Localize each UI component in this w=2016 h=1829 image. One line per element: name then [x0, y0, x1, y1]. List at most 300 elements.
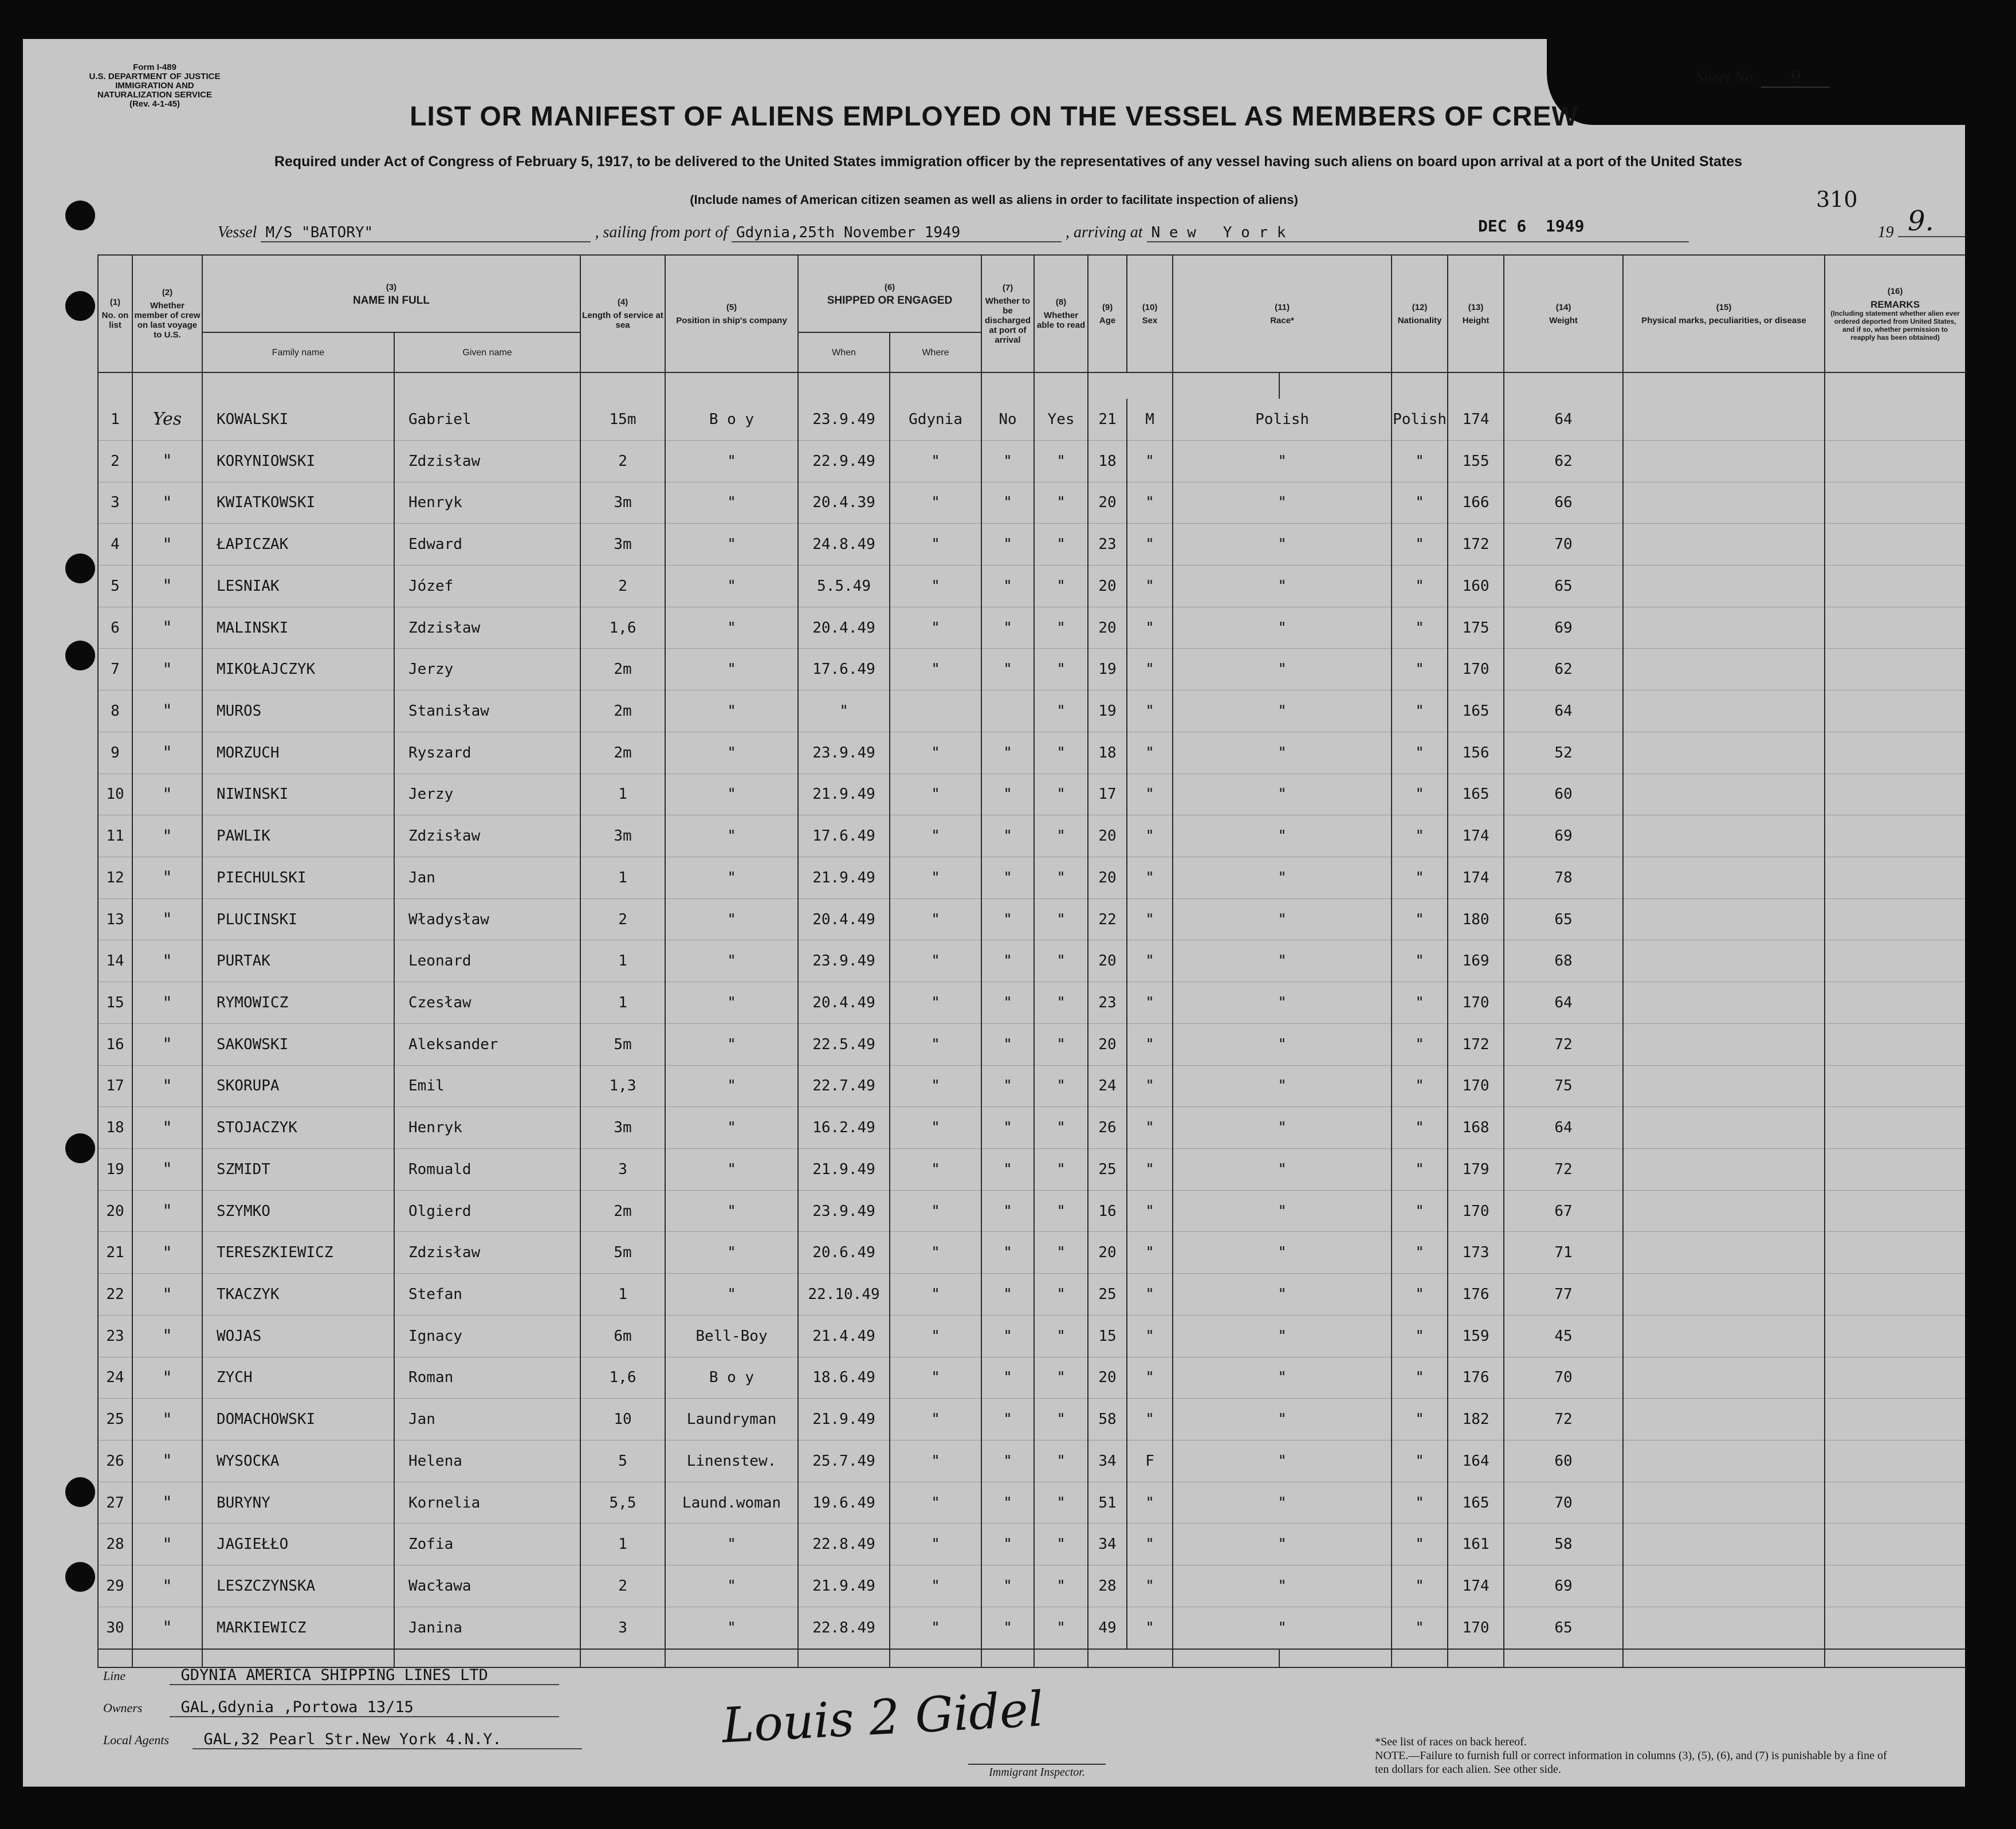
crew-given-name: Jan: [394, 1399, 580, 1441]
crew-age: 20: [1088, 607, 1127, 649]
table-row: [98, 690, 1965, 732]
punch-hole: [65, 1477, 95, 1507]
crew-weight: 72: [1504, 1399, 1623, 1441]
crew-given-name: Jerzy: [394, 774, 580, 815]
page-title: LIST OR MANIFEST OF ALIENS EMPLOYED ON THE VESSEL AS MEMBERS OF CREW: [410, 101, 1578, 132]
crew-physical-marks: [1623, 607, 1825, 649]
crew-prev-voyage: ": [132, 940, 202, 982]
crew-weight: 75: [1504, 1065, 1623, 1107]
crew-discharged: ": [981, 1065, 1034, 1107]
crew-age: 23: [1088, 982, 1127, 1024]
crew-sex: ": [1127, 1023, 1173, 1065]
crew-weight: 77: [1504, 1274, 1623, 1316]
crew-remarks: [1825, 524, 1965, 566]
crew-position: ": [665, 1149, 798, 1191]
crew-sex: ": [1127, 732, 1173, 774]
crew-nationality: ": [1392, 815, 1448, 857]
crew-read: ": [1034, 1190, 1088, 1232]
crew-no: 16: [98, 1023, 132, 1065]
table-row: [98, 732, 1965, 774]
crew-given-name: Olgierd: [394, 1190, 580, 1232]
crew-position: Bell-Boy: [665, 1315, 798, 1357]
crew-height: 159: [1448, 1315, 1504, 1357]
crew-remarks: [1825, 399, 1965, 440]
crew-where: ": [890, 940, 981, 982]
crew-when: 18.6.49: [798, 1357, 890, 1399]
crew-physical-marks: [1623, 565, 1825, 607]
crew-remarks: [1825, 1107, 1965, 1149]
crew-read: ": [1034, 1524, 1088, 1565]
crew-no: 20: [98, 1190, 132, 1232]
crew-weight: 70: [1504, 1357, 1623, 1399]
crew-weight: 67: [1504, 1190, 1623, 1232]
crew-position: Laundryman: [665, 1399, 798, 1441]
crew-discharged: ": [981, 649, 1034, 690]
crew-sex: ": [1127, 1357, 1173, 1399]
crew-nationality: ": [1392, 524, 1448, 566]
crew-family-name: MUROS: [202, 690, 394, 732]
crew-where: ": [890, 1607, 981, 1649]
crew-no: 17: [98, 1065, 132, 1107]
crew-family-name: SKORUPA: [202, 1065, 394, 1107]
crew-where: ": [890, 1315, 981, 1357]
crew-sex: ": [1127, 898, 1173, 940]
crew-physical-marks: [1623, 482, 1825, 524]
crew-height: 164: [1448, 1441, 1504, 1482]
table-row: [98, 1065, 1965, 1107]
crew-service: 1: [580, 774, 665, 815]
crew-service: 5m: [580, 1232, 665, 1274]
crew-age: 19: [1088, 690, 1127, 732]
crew-sex: M: [1127, 399, 1173, 440]
crew-height: 160: [1448, 565, 1504, 607]
crew-sex: F: [1127, 1441, 1173, 1482]
crew-race: ": [1173, 1023, 1392, 1065]
crew-where: ": [890, 1565, 981, 1607]
crew-race: ": [1173, 774, 1392, 815]
table-row: [98, 1023, 1965, 1065]
crew-weight: 45: [1504, 1315, 1623, 1357]
header-nationality: (12) Nationality: [1392, 255, 1448, 372]
crew-discharged: ": [981, 1399, 1034, 1441]
crew-when: 24.8.49: [798, 524, 890, 566]
crew-where: ": [890, 565, 981, 607]
crew-position: ": [665, 649, 798, 690]
crew-service: 5: [580, 1441, 665, 1482]
table-row: [98, 1107, 1965, 1149]
crew-where: ": [890, 1524, 981, 1565]
crew-no: 6: [98, 607, 132, 649]
crew-age: 23: [1088, 524, 1127, 566]
crew-given-name: Gabriel: [394, 399, 580, 440]
sailing-label: , sailing from port of: [595, 223, 728, 241]
crew-read: ": [1034, 607, 1088, 649]
crew-race: ": [1173, 857, 1392, 898]
torn-edge: [1896, 39, 1965, 73]
crew-service: 5m: [580, 1023, 665, 1065]
crew-race: ": [1173, 1107, 1392, 1149]
crew-physical-marks: [1623, 732, 1825, 774]
crew-position: ": [665, 774, 798, 815]
crew-read: ": [1034, 815, 1088, 857]
crew-height: 174: [1448, 857, 1504, 898]
crew-physical-marks: [1623, 524, 1825, 566]
form-revision: (Rev. 4-1-45): [129, 99, 180, 109]
crew-family-name: WYSOCKA: [202, 1441, 394, 1482]
crew-remarks: [1825, 982, 1965, 1024]
table-row: [98, 857, 1965, 898]
crew-prev-voyage: ": [132, 690, 202, 732]
crew-where: Gdynia: [890, 399, 981, 440]
header-height: (13) Height: [1448, 255, 1504, 372]
crew-remarks: [1825, 1399, 1965, 1441]
crew-when: 21.9.49: [798, 1399, 890, 1441]
crew-weight: 64: [1504, 690, 1623, 732]
owners-value: GAL,Gdynia ,Portowa 13/15: [170, 1698, 559, 1717]
crew-prev-voyage: ": [132, 857, 202, 898]
crew-prev-voyage: ": [132, 1565, 202, 1607]
crew-service: 10: [580, 1399, 665, 1441]
crew-family-name: PAWLIK: [202, 815, 394, 857]
crew-given-name: Romuald: [394, 1149, 580, 1191]
line-label: Line: [103, 1669, 126, 1683]
crew-remarks: [1825, 857, 1965, 898]
crew-where: ": [890, 857, 981, 898]
crew-service: 2: [580, 1565, 665, 1607]
crew-where: ": [890, 1482, 981, 1524]
crew-sex: ": [1127, 1524, 1173, 1565]
crew-physical-marks: [1623, 1607, 1825, 1649]
crew-physical-marks: [1623, 1107, 1825, 1149]
crew-service: 6m: [580, 1315, 665, 1357]
crew-sex: ": [1127, 1065, 1173, 1107]
crew-when: 22.10.49: [798, 1274, 890, 1316]
crew-sex: ": [1127, 607, 1173, 649]
crew-race: ": [1173, 565, 1392, 607]
table-row: [98, 1399, 1965, 1441]
crew-sex: ": [1127, 649, 1173, 690]
crew-height: 174: [1448, 399, 1504, 440]
crew-race: ": [1173, 524, 1392, 566]
crew-read: ": [1034, 1441, 1088, 1482]
sheet-number-value: 9: [1761, 68, 1830, 88]
crew-given-name: Józef: [394, 565, 580, 607]
form-department: U.S. DEPARTMENT OF JUSTICE: [89, 72, 221, 81]
crew-given-name: Wacława: [394, 1565, 580, 1607]
crew-no: 12: [98, 857, 132, 898]
crew-where: ": [890, 1357, 981, 1399]
crew-weight: 69: [1504, 607, 1623, 649]
crew-race: ": [1173, 732, 1392, 774]
crew-prev-voyage: ": [132, 1357, 202, 1399]
crew-race: ": [1173, 1607, 1392, 1649]
crew-physical-marks: [1623, 649, 1825, 690]
crew-nationality: ": [1392, 1065, 1448, 1107]
punch-hole: [1865, 52, 1895, 81]
crew-no: 2: [98, 440, 132, 482]
crew-given-name: Leonard: [394, 940, 580, 982]
crew-read: ": [1034, 1482, 1088, 1524]
crew-height: 174: [1448, 815, 1504, 857]
crew-read: ": [1034, 1023, 1088, 1065]
crew-when: 20.4.49: [798, 898, 890, 940]
crew-physical-marks: [1623, 898, 1825, 940]
crew-height: 170: [1448, 982, 1504, 1024]
crew-service: 2m: [580, 1190, 665, 1232]
crew-position: ": [665, 1274, 798, 1316]
crew-prev-voyage: ": [132, 1315, 202, 1357]
crew-no: 9: [98, 732, 132, 774]
crew-read: ": [1034, 1315, 1088, 1357]
crew-given-name: Zofia: [394, 1524, 580, 1565]
crew-service: 1: [580, 982, 665, 1024]
crew-prev-voyage: ": [132, 1274, 202, 1316]
crew-age: 22: [1088, 898, 1127, 940]
crew-nationality: ": [1392, 1441, 1448, 1482]
crew-read: ": [1034, 1565, 1088, 1607]
crew-weight: 62: [1504, 440, 1623, 482]
crew-prev-voyage: ": [132, 982, 202, 1024]
crew-remarks: [1825, 1190, 1965, 1232]
crew-discharged: [981, 690, 1034, 732]
crew-sex: ": [1127, 1607, 1173, 1649]
crew-given-name: Zdzisław: [394, 1232, 580, 1274]
crew-age: 20: [1088, 815, 1127, 857]
crew-no: 8: [98, 690, 132, 732]
crew-age: 20: [1088, 1357, 1127, 1399]
crew-remarks: [1825, 690, 1965, 732]
crew-race: ": [1173, 1232, 1392, 1274]
table-row: [98, 1315, 1965, 1357]
crew-remarks: [1825, 1565, 1965, 1607]
form-service: IMMIGRATION AND NATURALIZATION SERVICE: [97, 81, 212, 100]
crew-given-name: Ryszard: [394, 732, 580, 774]
crew-sex: ": [1127, 815, 1173, 857]
crew-no: 5: [98, 565, 132, 607]
crew-physical-marks: [1623, 1315, 1825, 1357]
crew-height: 179: [1448, 1149, 1504, 1191]
crew-read: ": [1034, 649, 1088, 690]
crew-family-name: SZMIDT: [202, 1149, 394, 1191]
crew-physical-marks: [1623, 1023, 1825, 1065]
crew-service: 3m: [580, 815, 665, 857]
crew-prev-voyage: ": [132, 1065, 202, 1107]
crew-read: ": [1034, 565, 1088, 607]
crew-nationality: ": [1392, 440, 1448, 482]
crew-height: 175: [1448, 607, 1504, 649]
crew-family-name: MALINSKI: [202, 607, 394, 649]
crew-prev-voyage: ": [132, 898, 202, 940]
crew-where: ": [890, 1023, 981, 1065]
crew-discharged: ": [981, 1274, 1034, 1316]
crew-when: 23.9.49: [798, 399, 890, 440]
crew-when: 22.8.49: [798, 1607, 890, 1649]
crew-when: 17.6.49: [798, 649, 890, 690]
crew-physical-marks: [1623, 815, 1825, 857]
table-row: [98, 524, 1965, 566]
crew-no: 4: [98, 524, 132, 566]
punch-hole: [65, 201, 95, 230]
crew-nationality: ": [1392, 1315, 1448, 1357]
crew-physical-marks: [1623, 1065, 1825, 1107]
header-service: (4) Length of service at sea: [580, 255, 665, 372]
crew-read: ": [1034, 1149, 1088, 1191]
crew-weight: 69: [1504, 1565, 1623, 1607]
crew-position: ": [665, 565, 798, 607]
crew-given-name: Kornelia: [394, 1482, 580, 1524]
crew-height: 165: [1448, 1482, 1504, 1524]
crew-height: 170: [1448, 649, 1504, 690]
crew-given-name: Jerzy: [394, 649, 580, 690]
crew-age: 19: [1088, 649, 1127, 690]
header-sex: (10) Sex: [1127, 255, 1173, 372]
header-position: (5) Position in ship's company: [665, 255, 798, 372]
crew-sex: ": [1127, 1399, 1173, 1441]
crew-read: ": [1034, 1107, 1088, 1149]
crew-race: ": [1173, 1565, 1392, 1607]
crew-position: B o y: [665, 399, 798, 440]
crew-physical-marks: [1623, 399, 1825, 440]
crew-nationality: ": [1392, 1232, 1448, 1274]
crew-height: 172: [1448, 1023, 1504, 1065]
crew-read: ": [1034, 898, 1088, 940]
crew-height: 170: [1448, 1065, 1504, 1107]
crew-discharged: ": [981, 1190, 1034, 1232]
header-race: (11) Race*: [1173, 255, 1392, 372]
crew-race: ": [1173, 1441, 1392, 1482]
crew-physical-marks: [1623, 1524, 1825, 1565]
signature-caption: Immigrant Inspector.: [968, 1764, 1106, 1779]
crew-race: ": [1173, 982, 1392, 1024]
crew-position: Linenstew.: [665, 1441, 798, 1482]
crew-nationality: ": [1392, 1107, 1448, 1149]
header-family-name: Family name: [202, 332, 394, 372]
crew-read: ": [1034, 690, 1088, 732]
crew-no: 30: [98, 1607, 132, 1649]
crew-position: ": [665, 857, 798, 898]
table-row: [98, 1232, 1965, 1274]
crew-remarks: [1825, 1357, 1965, 1399]
footer-line: [103, 1666, 559, 1685]
crew-when: 22.5.49: [798, 1023, 890, 1065]
crew-sex: ": [1127, 1149, 1173, 1191]
crew-when: 22.9.49: [798, 440, 890, 482]
crew-age: 20: [1088, 940, 1127, 982]
crew-when: 19.6.49: [798, 1482, 890, 1524]
crew-position: ": [665, 898, 798, 940]
crew-family-name: SAKOWSKI: [202, 1023, 394, 1065]
crew-discharged: ": [981, 940, 1034, 982]
crew-nationality: ": [1392, 1399, 1448, 1441]
table-row: [98, 565, 1965, 607]
crew-family-name: RYMOWICZ: [202, 982, 394, 1024]
crew-read: ": [1034, 1607, 1088, 1649]
table-row: [98, 774, 1965, 815]
crew-prev-voyage: ": [132, 815, 202, 857]
crew-sex: ": [1127, 940, 1173, 982]
crew-race: ": [1173, 440, 1392, 482]
crew-no: 29: [98, 1565, 132, 1607]
crew-remarks: [1825, 1023, 1965, 1065]
crew-nationality: ": [1392, 898, 1448, 940]
crew-sex: ": [1127, 1315, 1173, 1357]
crew-service: 2m: [580, 732, 665, 774]
crew-remarks: [1825, 732, 1965, 774]
crew-when: 21.9.49: [798, 774, 890, 815]
crew-remarks: [1825, 774, 1965, 815]
agents-label: Local Agents: [103, 1733, 170, 1747]
punch-hole: [65, 1133, 95, 1163]
crew-weight: 70: [1504, 1482, 1623, 1524]
header-given-name: Given name: [394, 332, 580, 372]
crew-where: ": [890, 815, 981, 857]
note-races: *See list of races on back hereof.: [1375, 1736, 1527, 1748]
crew-family-name: KOWALSKI: [202, 399, 394, 440]
crew-height: 165: [1448, 774, 1504, 815]
crew-height: 169: [1448, 940, 1504, 982]
crew-family-name: STOJACZYK: [202, 1107, 394, 1149]
crew-race: ": [1173, 1190, 1392, 1232]
crew-discharged: ": [981, 1149, 1034, 1191]
header-read: (8) Whether able to read: [1034, 255, 1088, 372]
crew-remarks: [1825, 940, 1965, 982]
crew-nationality: ": [1392, 1023, 1448, 1065]
crew-sex: ": [1127, 524, 1173, 566]
crew-given-name: Henryk: [394, 482, 580, 524]
crew-nationality: ": [1392, 649, 1448, 690]
crew-age: 20: [1088, 1232, 1127, 1274]
crew-remarks: [1825, 1441, 1965, 1482]
owners-label: Owners: [103, 1701, 143, 1715]
crew-no: 7: [98, 649, 132, 690]
crew-read: ": [1034, 440, 1088, 482]
punch-hole: [65, 291, 95, 321]
crew-weight: 64: [1504, 1107, 1623, 1149]
crew-given-name: Zdzisław: [394, 607, 580, 649]
crew-age: 20: [1088, 1023, 1127, 1065]
crew-physical-marks: [1623, 982, 1825, 1024]
footer-notes: [1375, 1735, 1891, 1776]
crew-given-name: Jan: [394, 857, 580, 898]
crew-read: ": [1034, 482, 1088, 524]
crew-prev-voyage: ": [132, 1524, 202, 1565]
crew-age: 34: [1088, 1441, 1127, 1482]
crew-race: ": [1173, 1274, 1392, 1316]
crew-service: 15m: [580, 399, 665, 440]
crew-read: ": [1034, 524, 1088, 566]
crew-family-name: NIWINSKI: [202, 774, 394, 815]
table-row: [98, 607, 1965, 649]
crew-discharged: ": [981, 857, 1034, 898]
crew-physical-marks: [1623, 1482, 1825, 1524]
crew-nationality: ": [1392, 940, 1448, 982]
crew-remarks: [1825, 482, 1965, 524]
crew-discharged: ": [981, 524, 1034, 566]
crew-sex: ": [1127, 1107, 1173, 1149]
crew-race: ": [1173, 1315, 1392, 1357]
crew-position: ": [665, 482, 798, 524]
crew-when: 21.9.49: [798, 857, 890, 898]
crew-discharged: ": [981, 815, 1034, 857]
crew-race: ": [1173, 1524, 1392, 1565]
crew-physical-marks: [1623, 1149, 1825, 1191]
crew-age: 25: [1088, 1274, 1127, 1316]
crew-nationality: Polish: [1392, 399, 1448, 440]
year-label: 19: [1877, 223, 1894, 241]
crew-race: ": [1173, 649, 1392, 690]
crew-when: 22.7.49: [798, 1065, 890, 1107]
crew-where: ": [890, 482, 981, 524]
